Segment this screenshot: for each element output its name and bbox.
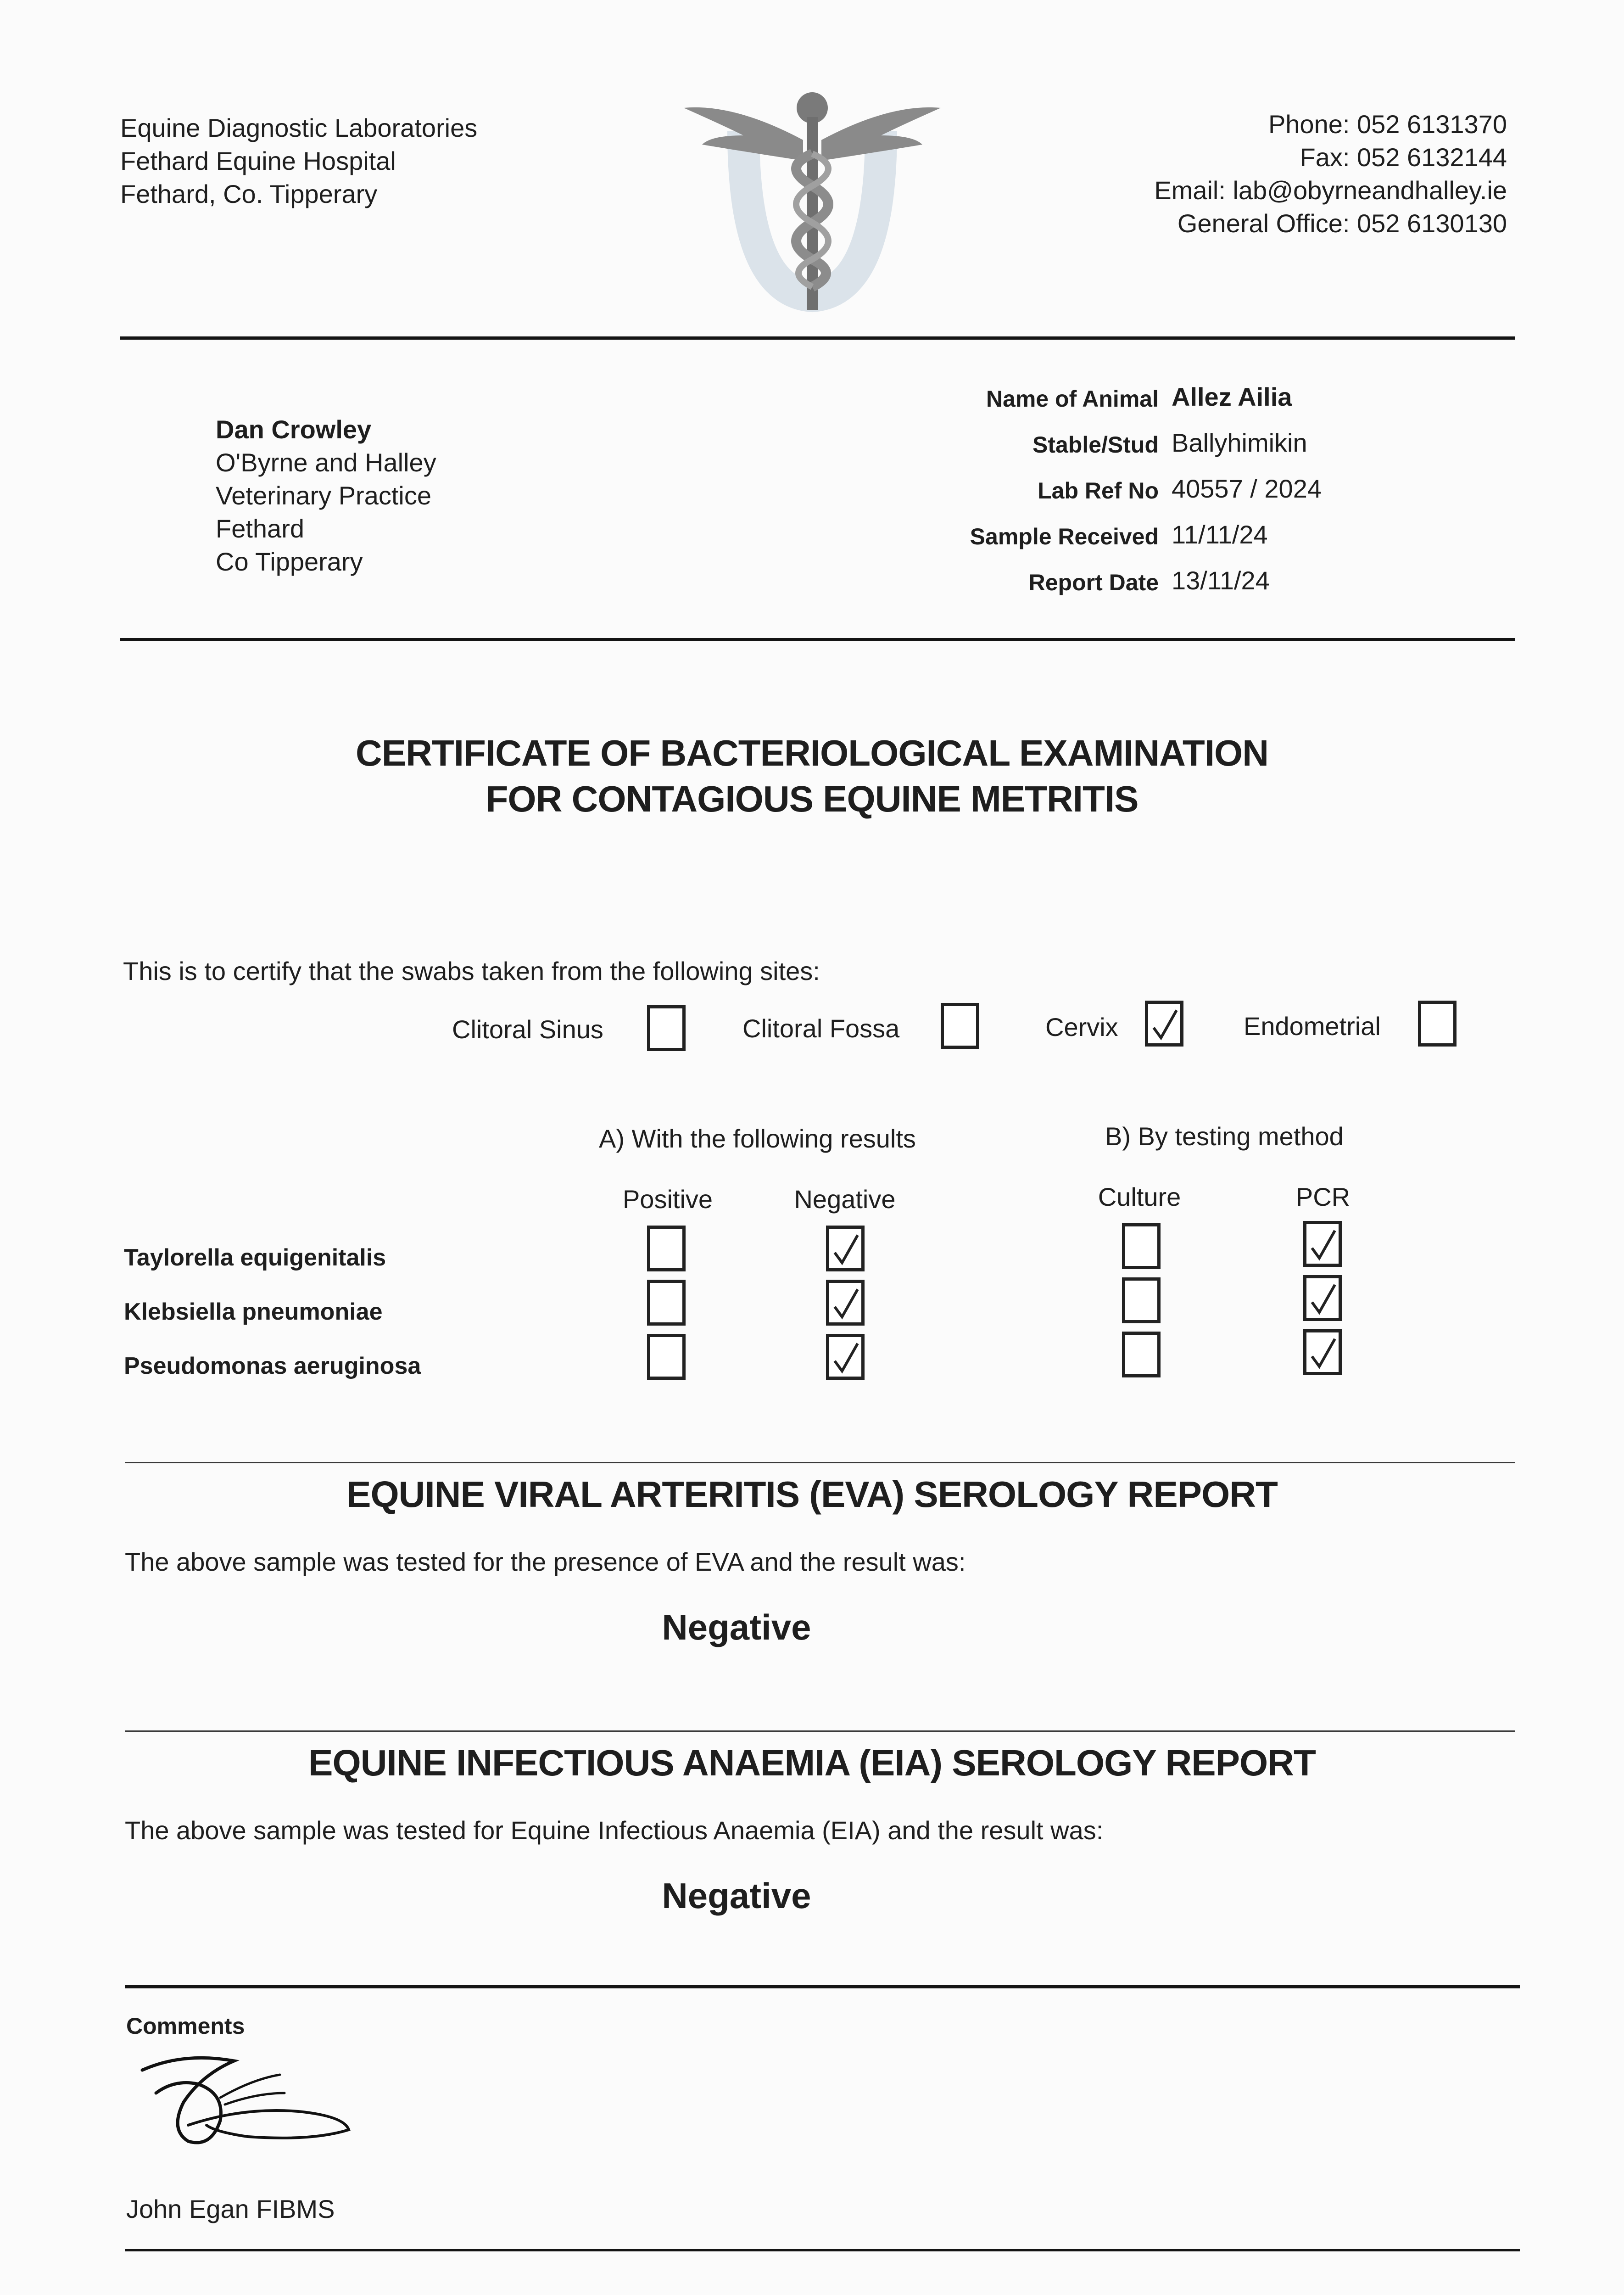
detail-label: Name of Animal: [986, 386, 1159, 412]
site-label: Cervix: [1045, 1013, 1118, 1041]
lab-general-office: General Office: 052 6130130: [1177, 209, 1507, 238]
lab-name: Equine Diagnostic Laboratories: [120, 113, 478, 142]
checkmark-icon: [1151, 1008, 1179, 1042]
lab-hospital: Fethard Equine Hospital: [120, 146, 396, 175]
detail-value: 11/11/24: [1172, 520, 1268, 549]
recipient-line: Veterinary Practice: [216, 481, 431, 510]
eva-title: EQUINE VIRAL ARTERITIS (EVA) SEROLOGY REPORT: [346, 1474, 1278, 1515]
detail-value: Allez Ailia: [1172, 382, 1292, 411]
cem-title-line1: CERTIFICATE OF BACTERIOLOGICAL EXAMINATION: [355, 733, 1269, 773]
detail-value: 13/11/24: [1172, 566, 1270, 595]
detail-value: Ballyhimikin: [1172, 428, 1307, 457]
site-checkbox: [647, 1005, 686, 1051]
recipient-line: Fethard: [216, 514, 304, 543]
positive-checkbox: [647, 1280, 686, 1326]
eia-text: The above sample was tested for Equine Infectious Anaemia (EIA) and the result was:: [125, 1816, 1104, 1845]
organism-name: Klebsiella pneumoniae: [124, 1299, 383, 1325]
lab-phone: Phone: 052 6131370: [1268, 110, 1507, 139]
eia-result: Negative: [662, 1875, 811, 1916]
signature-icon: [128, 2043, 367, 2162]
negative-checkbox: [826, 1280, 865, 1326]
site-checkbox: [941, 1003, 979, 1049]
lab-contact: [1154, 108, 1507, 240]
lab-email: Email: lab@obyrneandhalley.ie: [1154, 176, 1507, 205]
culture-checkbox: [1122, 1332, 1161, 1377]
detail-value: 40557 / 2024: [1172, 474, 1322, 503]
positive-checkbox: [647, 1334, 686, 1380]
divider: [125, 2249, 1520, 2251]
pcr-checkbox: [1303, 1329, 1342, 1375]
lab-location: Fethard, Co. Tipperary: [120, 179, 378, 208]
recipient-line: O'Byrne and Halley: [216, 448, 436, 477]
column-header-pcr: PCR: [1295, 1182, 1351, 1211]
checkmark-icon: [1309, 1282, 1338, 1317]
column-header-culture: Culture: [1098, 1182, 1181, 1211]
culture-checkbox: [1122, 1277, 1161, 1323]
checkmark-icon: [832, 1232, 860, 1267]
column-header-positive: Positive: [622, 1185, 713, 1214]
column-header-negative: Negative: [794, 1185, 896, 1214]
detail-label: Stable/Stud: [1032, 432, 1159, 458]
checkmark-icon: [1309, 1228, 1338, 1263]
organism-name: Taylorella equigenitalis: [124, 1244, 386, 1271]
positive-checkbox: [647, 1226, 686, 1271]
method-heading: B) By testing method: [1105, 1122, 1344, 1151]
recipient-address: [216, 413, 436, 578]
divider: [125, 1730, 1515, 1732]
negative-checkbox: [826, 1334, 865, 1380]
site-label: Clitoral Sinus: [452, 1015, 603, 1044]
site-label: Clitoral Fossa: [742, 1014, 900, 1043]
site-checkbox: [1418, 1001, 1457, 1047]
eva-result: Negative: [662, 1607, 811, 1647]
pcr-checkbox: [1303, 1275, 1342, 1321]
divider: [125, 1462, 1515, 1463]
detail-label: Report Date: [1028, 570, 1159, 595]
lab-address: [120, 112, 477, 211]
recipient-line: Co Tipperary: [216, 547, 363, 576]
eia-title: EQUINE INFECTIOUS ANAEMIA (EIA) SEROLOGY REPORT: [308, 1742, 1316, 1783]
caduceus-horseshoe-icon: [675, 76, 950, 314]
recipient-name: Dan Crowley: [216, 415, 372, 444]
divider: [125, 1985, 1520, 1988]
detail-label: Sample Received: [970, 524, 1159, 549]
checkmark-icon: [1309, 1336, 1338, 1371]
detail-label: Lab Ref No: [1038, 478, 1159, 504]
signatory: John Egan FIBMS: [126, 2194, 335, 2223]
eva-text: The above sample was tested for the presence of EVA and the result was:: [125, 1547, 966, 1576]
organism-name: Pseudomonas aeruginosa: [124, 1353, 421, 1379]
results-heading: A) With the following results: [599, 1124, 916, 1153]
divider: [120, 336, 1515, 340]
culture-checkbox: [1122, 1223, 1161, 1269]
site-label: Endometrial: [1244, 1012, 1381, 1041]
site-checkbox: [1145, 1001, 1183, 1047]
checkmark-icon: [832, 1287, 860, 1321]
divider: [120, 638, 1515, 641]
cem-intro: This is to certify that the swabs taken from the following sites:: [123, 957, 820, 985]
checkmark-icon: [832, 1341, 860, 1376]
negative-checkbox: [826, 1226, 865, 1271]
comments-label: Comments: [126, 2013, 245, 2039]
pcr-checkbox: [1303, 1221, 1342, 1267]
cem-title-line2: FOR CONTAGIOUS EQUINE METRITIS: [486, 778, 1138, 819]
lab-fax: Fax: 052 6132144: [1300, 143, 1507, 172]
